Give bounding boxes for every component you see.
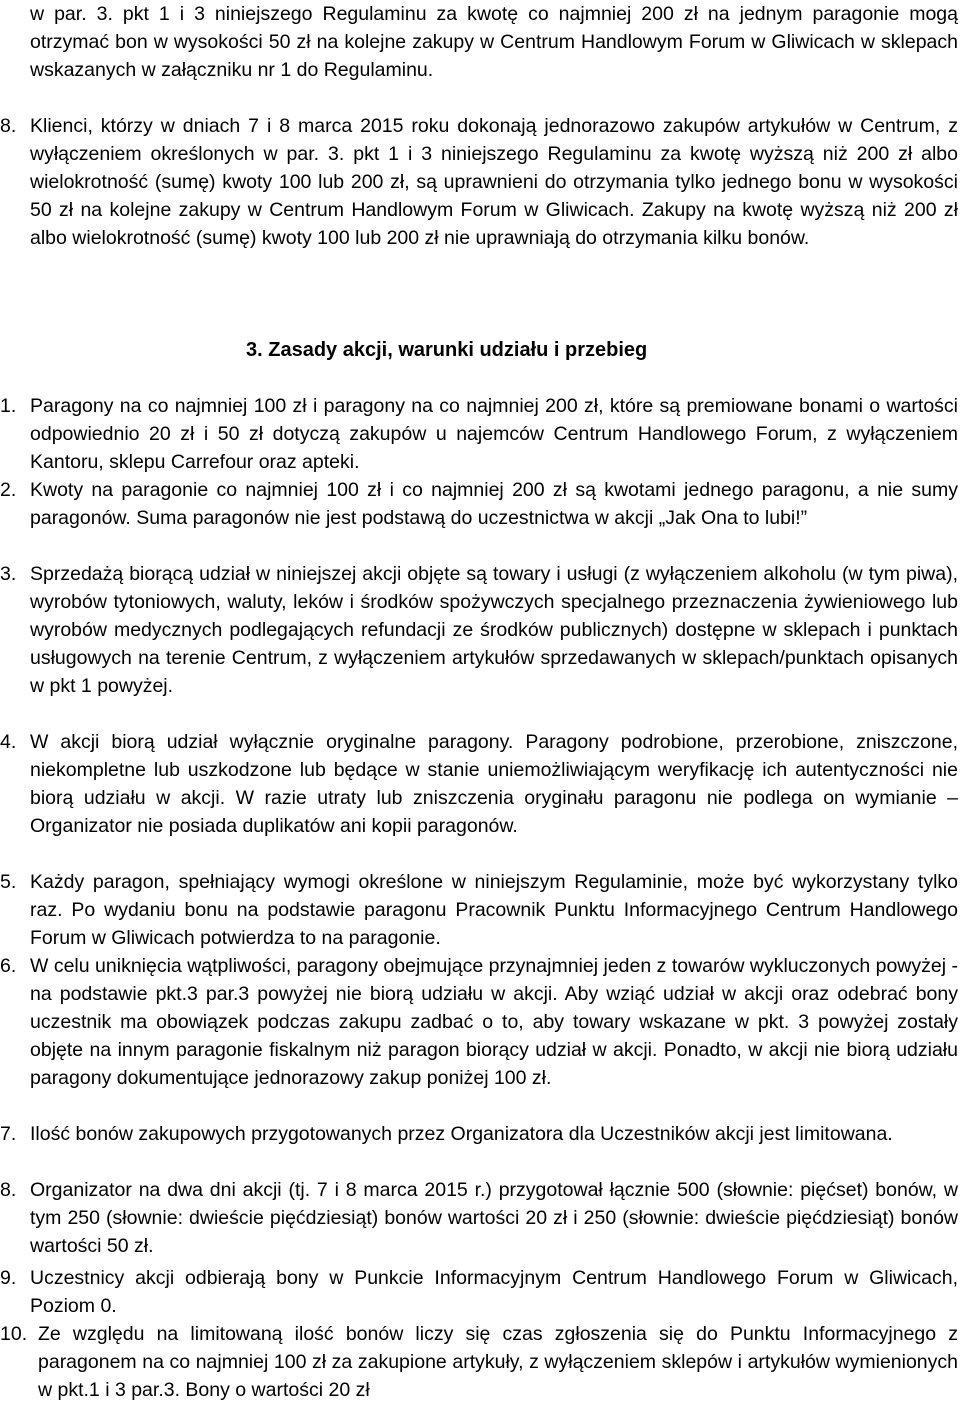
section-item-text: W akcji biorą udział wyłącznie oryginalne paragony. Paragony podrobione, przerobione, zniszczone, niekompletne lub uszkodzone lub będące w stanie uniemożliwiającym weryfikację ich autentyczności nie biorą udziału w akcji. W razie utraty lub zniszczenia oryginału paragonu nie podlega on wymianie – Organizator nie posiada duplikatów ani kopii paragonów. bbox=[30, 731, 958, 837]
section-item-number: 3. bbox=[0, 563, 17, 585]
section-item-text: Sprzedażą biorącą udział w niniejszej akcji objęte są towary i usługi (z wyłączeniem alkoholu (w tym piwa), wyrobów tytoniowych, waluty, leków i środków spożywczych specjalnego przeznaczenia żywieniowego lub wyrobów medycznych podlegających refundacji ze środków publicznych) dostępne w sklepach i punktach usługowych na terenie Centrum, z wyłączeniem artykułów sprzedawanych w sklepach/punktach opisanych w pkt 1 powyżej. bbox=[30, 563, 958, 697]
section-item-number: 9. bbox=[0, 1267, 17, 1289]
section-item-number: 5. bbox=[0, 871, 17, 893]
section-item-text: Uczestnicy akcji odbierają bony w Punkcie Informacyjnym Centrum Handlowego Forum w Gliwicach, Poziom 0. bbox=[30, 1267, 958, 1317]
section-item-number: 10. bbox=[0, 1323, 28, 1345]
section-item-2 bbox=[0, 476, 958, 532]
section-item-10 bbox=[0, 1320, 958, 1404]
section-item-4 bbox=[0, 728, 958, 840]
section-item-text: W celu uniknięcia wątpliwości, paragony obejmujące przynajmniej jeden z towarów wykluczonych powyżej - na podstawie pkt.3 par.3 powyżej nie biorą udziału w akcji. Aby wziąć udział w akcji oraz odebrać bony uczestnik ma obowiązek podczas zakupu zadbać o to, aby towary wskazane w pkt. 3 powyżej zostały objęte na innym paragonie fiskalnym niż paragon biorący udział w akcji. Ponadto, w akcji nie biorą udziału paragony dokumentujące jednorazowy zakup poniżej 100 zł. bbox=[30, 955, 958, 1089]
section-item-text: Kwoty na paragonie co najmniej 100 zł i co najmniej 200 zł są kwotami jednego paragonu, a nie sumy paragonów. Suma paragonów nie jest podstawą do uczestnictwa w akcji „Jak Ona to lubi!” bbox=[30, 479, 958, 529]
section-heading: 3. Zasady akcji, warunki udziału i przebieg bbox=[246, 339, 648, 361]
intro-item-8-text: Klienci, którzy w dniach 7 i 8 marca 2015 roku dokonają jednorazowo zakupów artykułów w Centrum, z wyłączeniem określonych w par. 3. pkt 1 i 3 niniejszego Regulaminu za kwotę wyższą niż 200 zł albo wielokrotność (sumę) kwoty 100 lub 200 zł, są uprawnieni do otrzymania tylko jednego bonu w wysokości 50 zł na kolejne zakupy w Centrum Handlowym Forum w Gliwicach. Zakupy na kwotę wyższą niż 200 zł albo wielokrotność (sumę) kwoty 100 lub 200 zł nie uprawniają do otrzymania kilku bonów. bbox=[30, 115, 958, 249]
section-item-7 bbox=[0, 1120, 958, 1148]
section-item-number: 8. bbox=[0, 1179, 17, 1201]
section-item-text: Paragony na co najmniej 100 zł i paragony na co najmniej 200 zł, które są premiowane bonami o wartości odpowiednio 20 zł i 50 zł dotyczą zakupów u najemców Centrum Handlowego Forum, z wyłączeniem Kantoru, sklepu Carrefour oraz apteki. bbox=[30, 395, 958, 473]
section-item-number: 7. bbox=[0, 1123, 17, 1145]
intro-item-8 bbox=[0, 112, 958, 252]
section-item-number: 1. bbox=[0, 395, 17, 417]
section-item-text: Organizator na dwa dni akcji (tj. 7 i 8 marca 2015 r.) przygotował łącznie 500 (słownie: pięćset) bonów, w tym 250 (słownie: dwieście pięćdziesiąt) bonów wartości 20 zł i 250 (słownie: dwieście pięćdziesiąt) bonów wartości 50 zł. bbox=[30, 1179, 958, 1257]
section-item-6 bbox=[0, 952, 958, 1092]
section-item-5 bbox=[0, 868, 958, 952]
section-item-number: 4. bbox=[0, 731, 17, 753]
intro-item-8-number: 8. bbox=[0, 115, 17, 137]
section-item-text: Każdy paragon, spełniający wymogi określone w niniejszym Regulaminie, może być wykorzystany tylko raz. Po wydaniu bonu na podstawie paragonu Pracownik Punktu Informacyjnego Centrum Handlowego Forum w Gliwicach potwierdza to na paragonie. bbox=[30, 871, 958, 949]
section-item-number: 2. bbox=[0, 479, 17, 501]
intro-continuation-paragraph bbox=[30, 0, 958, 84]
section-item-text: Ilość bonów zakupowych przygotowanych przez Organizatora dla Uczestników akcji jest limitowana. bbox=[30, 1123, 893, 1145]
section-item-9 bbox=[0, 1264, 958, 1320]
section-item-1 bbox=[0, 392, 958, 476]
intro-continuation-text: w par. 3. pkt 1 i 3 niniejszego Regulaminu za kwotę co najmniej 200 zł na jednym paragonie mogą otrzymać bon w wysokości 50 zł na kolejne zakupy w Centrum Handlowym Forum w Gliwicach w sklepach wskazanych w załączniku nr 1 do Regulaminu. bbox=[30, 3, 958, 81]
section-item-text: Ze względu na limitowaną ilość bonów liczy się czas zgłoszenia się do Punktu Informacyjnego z paragonem na co najmniej 100 zł za zakupione artykuły, z wyłączeniem sklepów i artykułów wymienionych w pkt.1 i 3 par.3. Bony o wartości 20 zł bbox=[38, 1323, 958, 1401]
section-item-number: 6. bbox=[0, 955, 17, 977]
section-item-8 bbox=[0, 1176, 958, 1260]
section-item-3 bbox=[0, 560, 958, 700]
